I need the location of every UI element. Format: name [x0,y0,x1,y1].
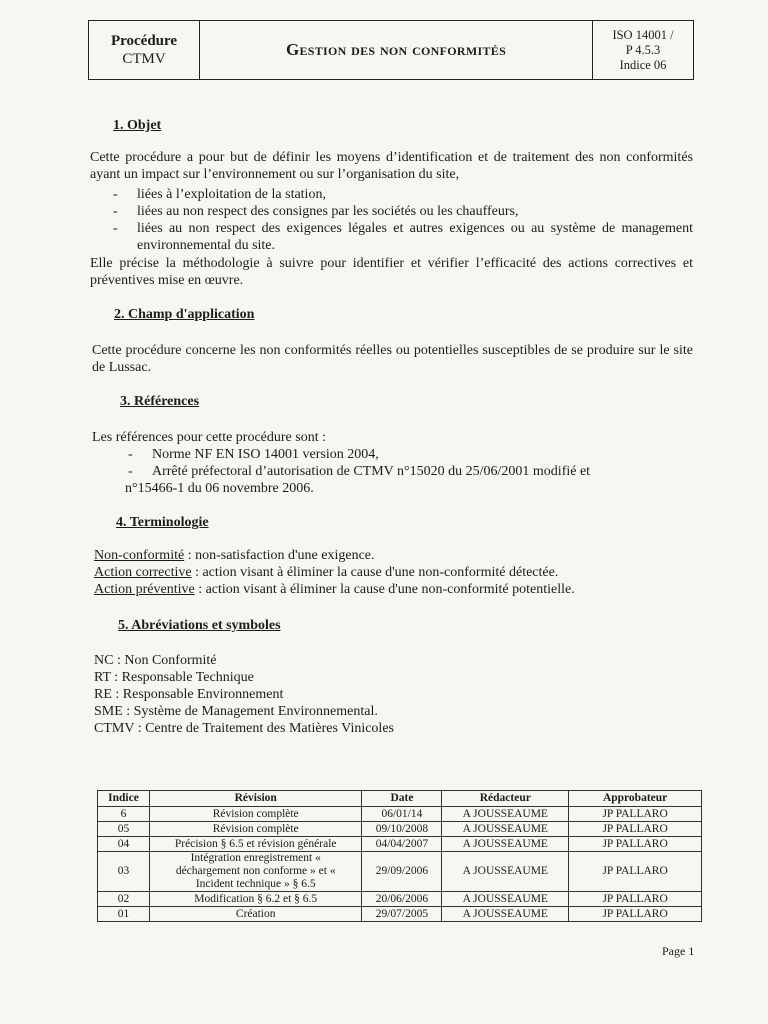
section-title-references: 3. Références [120,394,200,409]
table-cell: A JOUSSEAUME [442,892,569,907]
abbreviation-item: NC : Non Conformité [94,653,217,668]
table-row [98,807,702,822]
bullet-text: Arrêté préfectoral d’autorisation de CTMV n°15020 du 25/06/2001 modifié et [152,464,591,479]
table-cell: Création [149,907,362,922]
references-intro: Les références pour cette procédure sont : [92,430,326,445]
term-label: Action corrective [94,565,192,580]
ref-index: Indice 06 [619,57,667,72]
column-header: Indice [98,791,150,807]
column-header: Rédacteur [442,791,569,807]
table-cell: 09/10/2008 [362,822,442,837]
table-cell: Révision complète [149,807,362,822]
table-cell: Précision § 6.5 et révision générale [149,837,362,852]
column-header: Date [362,791,442,807]
table-cell: 04/04/2007 [362,837,442,852]
section-title-objet: 1. Objet [113,118,162,133]
table-cell: 29/09/2006 [362,852,442,892]
table-cell: A JOUSSEAUME [442,822,569,837]
objet-outro: Elle précise la méthodologie à suivre pour identifier et vérifier l’efficacité des actions correctives et préventives mise en œuvre. [90,256,693,288]
table-cell: Intégration enregistrement « déchargement non conforme » et « Incident technique » § 6.5 [149,852,362,892]
table-row [98,852,702,892]
list-item: - Norme NF EN ISO 14001 version 2004, [128,446,693,463]
section-title-abreviations: 5. Abréviations et symboles [118,618,281,633]
table-cell: 05 [98,822,150,837]
bullet-text: Norme NF EN ISO 14001 version 2004, [152,447,379,462]
term-definition: : action visant à éliminer la cause d'une non-conformité potentielle. [194,582,575,597]
table-cell: 04 [98,837,150,852]
term-item [94,581,694,598]
bullet-text: liées à l’exploitation de la station, [137,187,326,202]
table-cell: A JOUSSEAUME [442,852,569,892]
table-cell: A JOUSSEAUME [442,907,569,922]
term-item [94,547,694,564]
revision-table [97,790,702,922]
table-cell: 01 [98,907,150,922]
table-cell: JP PALLARO [569,837,702,852]
page-number: Page 1 [662,944,695,958]
header-procedure-cell [89,21,200,79]
table-cell: A JOUSSEAUME [442,807,569,822]
table-cell: 06/01/14 [362,807,442,822]
abbreviation-item: CTMV : Centre de Traitement des Matières Vinicoles [94,721,394,736]
term-label: Non-conformité [94,548,185,563]
table-header-row [98,791,702,807]
table-row [98,907,702,922]
doc-type: Procédure [110,33,178,49]
table-cell: JP PALLARO [569,822,702,837]
abbreviation-item: RE : Responsable Environnement [94,687,284,702]
abbreviation-item: RT : Responsable Technique [94,670,254,685]
objet-intro: Cette procédure a pour but de définir les moyens d’identification et de traitement des non conformités ayant un impact sur l’environnement ou sur l’organisation du site, [90,150,693,182]
term-definition: : non-satisfaction d'une exigence. [184,548,375,563]
table-cell: JP PALLARO [569,892,702,907]
document-header [88,20,694,80]
org-name: CTMV [122,51,166,67]
references-continuation: n°15466-1 du 06 novembre 2006. [125,481,314,496]
table-cell: 02 [98,892,150,907]
champ-text: Cette procédure concerne les non conformités réelles ou potentielles susceptibles de se produire sur le site de Lussac. [92,343,693,375]
list-item: - liées au non respect des exigences légales et autres exigences ou au système de management environnemental du site. [113,221,693,253]
table-cell: 03 [98,852,150,892]
bullet-text: liées au non respect des exigences légales et autres exigences ou au système de management environnemental du site. [137,221,693,253]
term-definition: : action visant à éliminer la cause d'une non-conformité détectée. [191,565,559,580]
table-cell: JP PALLARO [569,807,702,822]
bullet-text: liées au non respect des consignes par les sociétés ou les chauffeurs, [137,204,519,219]
table-cell: 6 [98,807,150,822]
term-label: Action préventive [94,582,195,597]
table-cell: JP PALLARO [569,852,702,892]
table-row [98,822,702,837]
list-item: - Arrêté préfectoral d’autorisation de CTMV n°15020 du 25/06/2001 modifié et [128,463,693,480]
ref-procedure: P 4.5.3 [625,42,661,57]
table-cell: 29/07/2005 [362,907,442,922]
list-item: - liées au non respect des consignes par les sociétés ou les chauffeurs, [113,203,693,220]
table-cell: Révision complète [149,822,362,837]
table-cell: A JOUSSEAUME [442,837,569,852]
table-row [98,892,702,907]
term-item [94,564,694,581]
list-item: - liées à l’exploitation de la station, [113,186,693,203]
table-cell: 20/06/2006 [362,892,442,907]
table-cell: Modification § 6.2 et § 6.5 [149,892,362,907]
column-header: Approbateur [569,791,702,807]
section-title-terminologie: 4. Terminologie [116,515,209,530]
table-cell: JP PALLARO [569,907,702,922]
header-reference-cell [593,21,693,79]
column-header: Révision [149,791,362,807]
document-title: Gestion des non conformités [200,21,593,79]
section-title-champ: 2. Champ d'application [114,307,255,322]
abbreviation-item: SME : Système de Management Environnemental. [94,704,378,719]
ref-standard: ISO 14001 / [612,27,674,42]
table-row [98,837,702,852]
